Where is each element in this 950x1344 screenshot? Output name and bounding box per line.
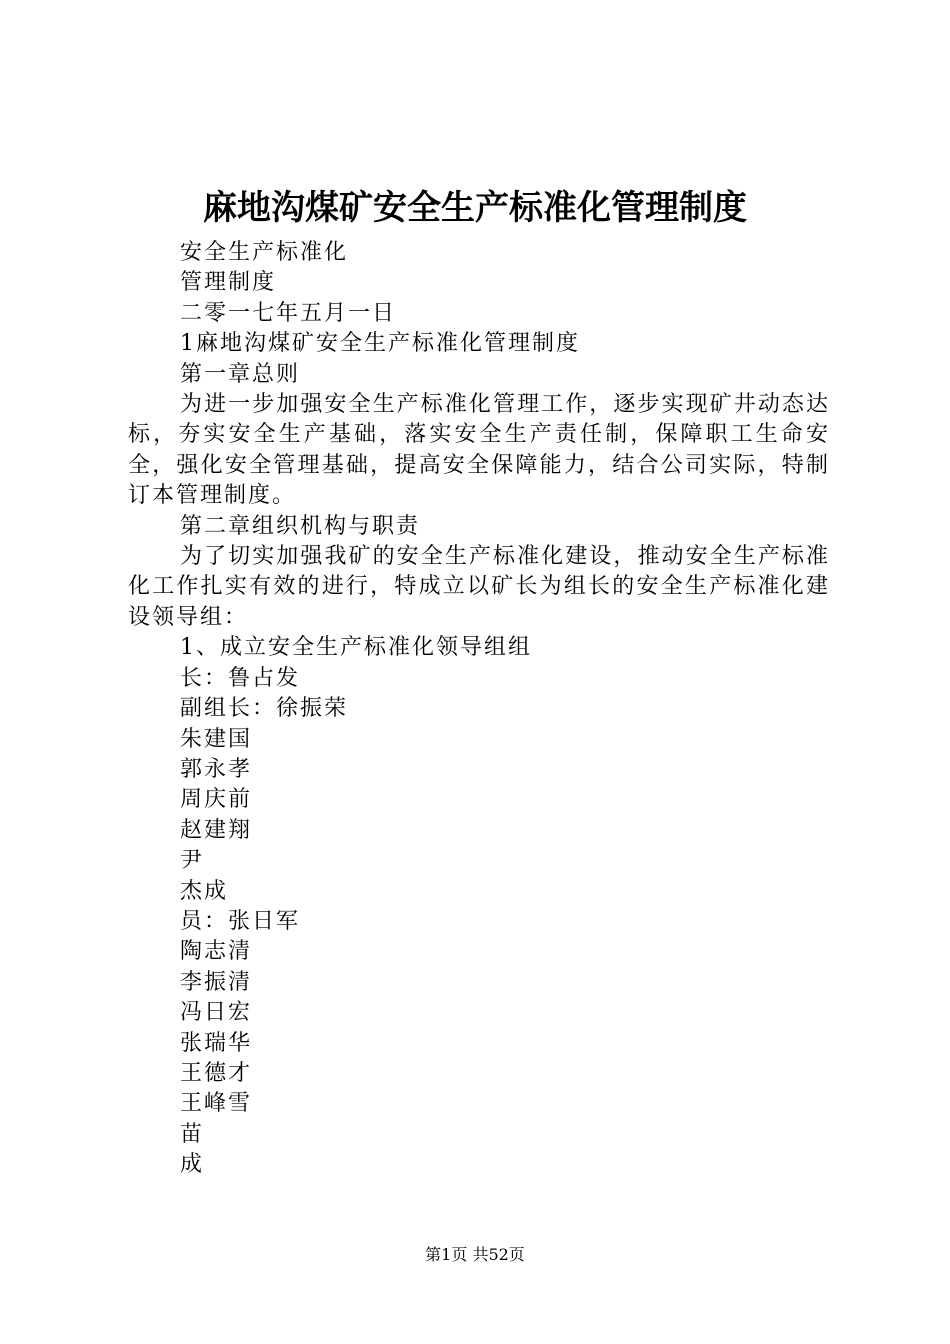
page-footer: 第1页 共52页 <box>425 1245 525 1264</box>
cover-line-1: 安全生产标准化 <box>180 240 349 265</box>
list-line: 成 <box>180 1152 205 1178</box>
cover-date: 二零一七年五月一日 <box>180 300 397 326</box>
list-line: 张瑞华 <box>180 1030 253 1056</box>
list-line: 周庆前 <box>180 787 253 813</box>
list-line: 长：鲁占发 <box>180 665 301 691</box>
list-line: 王峰雪 <box>180 1091 253 1117</box>
list-line: 员：张日军 <box>180 908 301 934</box>
list-line: 1、成立安全生产标准化领导组组 <box>180 635 532 661</box>
list-line: 赵建翔 <box>180 817 253 843</box>
list-line: 副组长：徐振荣 <box>180 696 349 722</box>
list-line: 李振清 <box>180 969 253 995</box>
list-line: 朱建国 <box>180 726 253 752</box>
section-heading: 1麻地沟煤矿安全生产标准化管理制度 <box>180 331 580 357</box>
list-line: 陶志清 <box>180 939 253 965</box>
list-line: 王德才 <box>180 1060 253 1086</box>
document-body <box>128 238 830 1181</box>
paragraph-general: 为进一步加强安全生产标准化管理工作，逐步实现矿井动态达标，夯实安全生产基础，落实安全生产责任制，保障职工生命安全，强化安全管理基础，提高安全保障能力，结合公司实际，特制订本管理制度。 <box>128 392 830 509</box>
list-line: 郭永孝 <box>180 756 253 782</box>
list-line: 苗 <box>180 1121 205 1147</box>
list-line: 尹 <box>180 848 205 874</box>
paragraph-organization: 为了切实加强我矿的安全生产标准化建设，推动安全生产标准化工作扎实有效的进行，特成立以矿长为组长的安全生产标准化建设领导组： <box>128 544 830 630</box>
list-line: 杰成 <box>180 878 229 904</box>
cover-line-2: 管理制度 <box>180 270 277 296</box>
list-line: 冯日宏 <box>180 1000 253 1026</box>
document-title: 麻地沟煤矿安全生产标准化管理制度 <box>203 188 747 228</box>
chapter-2-heading: 第二章组织机构与职责 <box>180 513 421 539</box>
chapter-1-heading: 第一章总则 <box>180 361 301 387</box>
